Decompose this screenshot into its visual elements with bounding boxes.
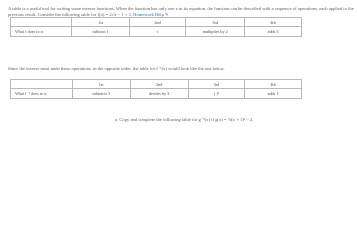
intro-text: A table is a useful tool for writing some inverse functions. When the function has only one x in its equation, the function can be described with a sequence of operations, each applied to the previous result. Consider the following table for bbox=[8, 6, 354, 17]
table-header-cell: 1st bbox=[72, 80, 130, 89]
table-header-cell: 4th bbox=[245, 18, 302, 27]
inverse-paragraph: Since the inverse must undo these operations, in the opposite order, the table for f⁻¹(x) would look like the one below. bbox=[8, 66, 225, 71]
table-header-cell bbox=[11, 80, 73, 89]
intro-paragraph: A table is a useful tool for writing some inverse functions. When the function has only one x in its equation, the function can be described with a sequence of operations, each applied to the previous result. Consider the following table for f(x) = 2√x − 1 + 3. Homework Help ✎ bbox=[8, 6, 354, 17]
row-label: What f⁻¹ does to x: bbox=[11, 89, 73, 99]
operations-table-f-inverse bbox=[10, 79, 302, 99]
table-header-cell: 3rd bbox=[186, 18, 245, 27]
table-header-cell: 3rd bbox=[188, 80, 244, 89]
table-header-cell: 2nd bbox=[129, 18, 185, 27]
table-header-row bbox=[11, 18, 302, 27]
table-cell: adds 1 bbox=[245, 89, 302, 99]
table-row bbox=[11, 89, 302, 99]
homework-help-link[interactable]: Homework Help ✎ bbox=[133, 12, 169, 17]
table-cell: ( )² bbox=[188, 89, 244, 99]
table-cell: subtract 1 bbox=[72, 27, 130, 37]
intro-equation: f(x) = 2√x − 1 + 3 bbox=[97, 12, 131, 17]
table-cell: subtracts 3 bbox=[72, 89, 130, 99]
table-cell: divides by 2 bbox=[130, 89, 188, 99]
table-cell: multiplies by 2 bbox=[186, 27, 245, 37]
operations-table-f bbox=[10, 17, 302, 37]
table-header-cell: 4th bbox=[245, 80, 302, 89]
row-label: What f does to x: bbox=[11, 27, 72, 37]
table-cell: √ bbox=[129, 27, 185, 37]
table-header-row bbox=[11, 80, 302, 89]
table-header-cell: 1st bbox=[72, 18, 130, 27]
part-a-prompt: a. Copy and complete the following table for g⁻¹(x) if g(x) = ½(x + 1)³ − 2. bbox=[115, 117, 254, 122]
table-header-cell: 2nd bbox=[130, 80, 188, 89]
table-header-cell bbox=[11, 18, 72, 27]
table-cell: adds 3 bbox=[245, 27, 302, 37]
table-row bbox=[11, 27, 302, 37]
